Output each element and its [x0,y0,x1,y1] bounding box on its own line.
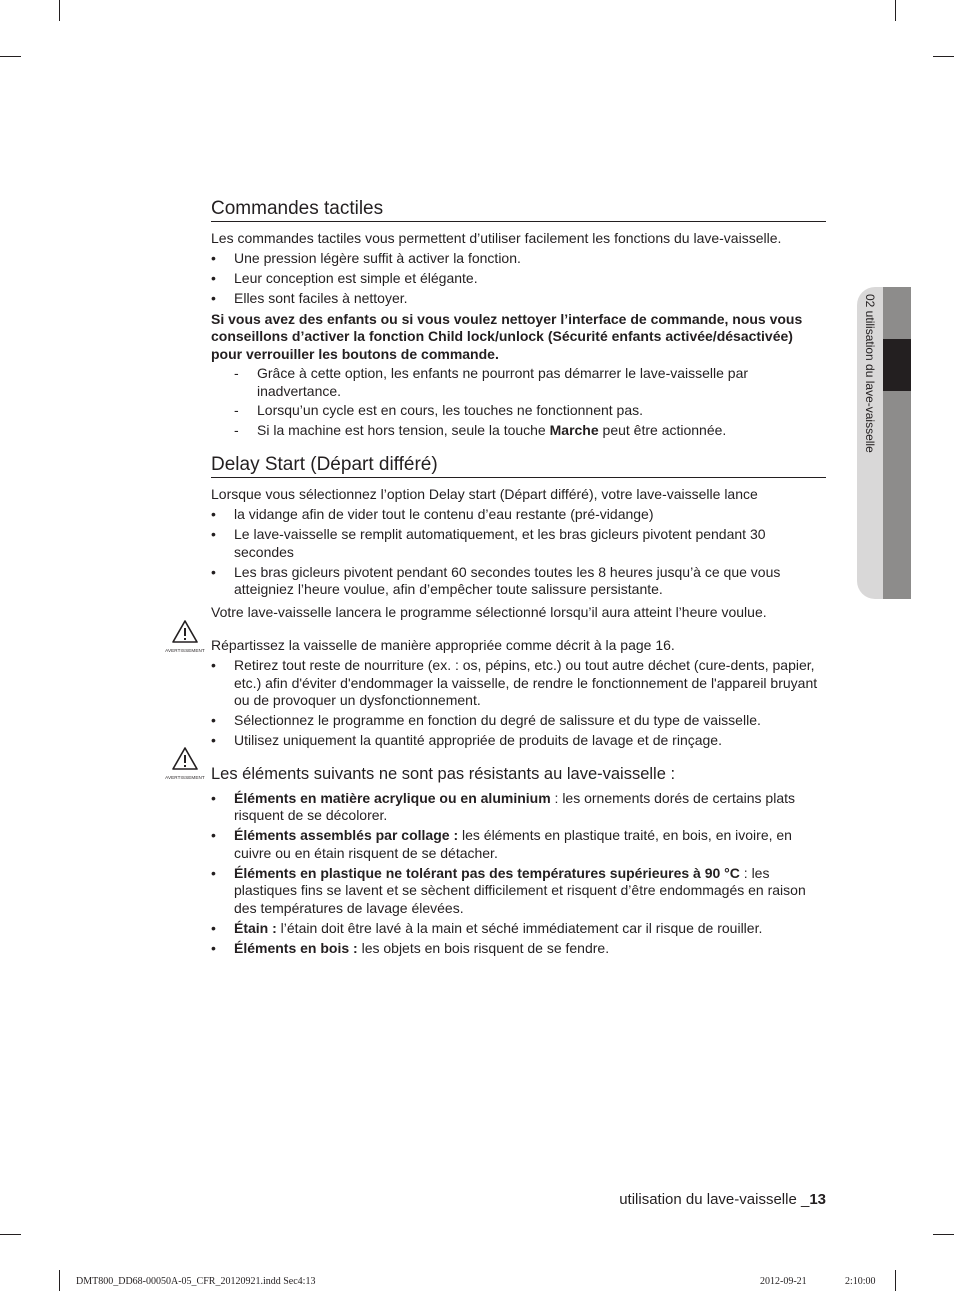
list-item: • Le lave-vaisselle se remplit automatiquement, et les bras gicleurs pivotent pendant 30 secondes [211,526,826,561]
warning-triangle-icon [163,620,207,644]
crop-mark [895,0,896,21]
crop-mark [0,56,21,57]
item-text: l’étain doit être lavé à la main et séché immédiatement car il risque de rouiller. [276,919,763,936]
warning-triangle-icon [163,747,207,771]
list-item: • Retirez tout reste de nourriture (ex. : os, pépins, etc.) ou tout autre déchet (cure-dents, papier, etc.) afin d'éviter d'endommager la vaisselle, de rendre le fonctionnement de l'appareil bruyant ou de provoquer un dysfonctionnement. [211,657,826,710]
section-title-delay-start: Delay Start (Départ différé) [211,453,826,478]
marche-key-label: Marche [549,421,599,438]
section-delay-start [211,453,826,621]
caution-block [165,637,826,750]
dash-list [211,365,826,439]
item-term: Étain : [234,919,277,936]
bullet-list [211,506,826,599]
list-item [211,790,826,825]
crop-mark [895,1270,896,1291]
section-intro: Les commandes tactiles vous permettent d’utiliser facilement les fonctions du lave-vaisselle. [211,230,782,246]
page-number: 13 [809,1191,826,1208]
list-item: • Elles sont faciles à nettoyer. [211,290,826,308]
list-item: • la vidange afin de vider tout le contenu d’eau restante (pré-vidange) [211,506,826,524]
text-run: Si la machine est hors tension, seule la touche [257,421,550,438]
text-run: peut être actionnée. [598,421,727,438]
warning-icon [163,620,207,652]
crop-mark [0,1234,21,1235]
item-text: les éléments en plastique traité, en bois, en ivoire, en cuivre ou en étain risquent de se détacher. [234,827,792,861]
list-item [234,422,826,440]
item-text: les objets en bois risquent de se fendre. [357,939,610,956]
list-item [211,865,826,918]
list-item: • Sélectionnez le programme en fonction du degré de salissure et du type de vaisselle. [211,712,826,730]
item-text: : les ornements dorés de certains plats risquent de se décolorer. [234,789,795,823]
item-term: Éléments en plastique ne tolérant pas des températures supérieures à 90 °C [234,864,740,881]
section-title-commandes-tactiles: Commandes tactiles [211,197,826,222]
list-item: • Une pression légère suffit à activer la fonction. [211,250,826,268]
caution-lead: Les éléments suivants ne sont pas résistants au lave-vaisselle : [211,764,676,783]
list-item [211,827,826,862]
list-item: • Leur conception est simple et élégante. [211,270,826,288]
list-item [211,940,826,958]
caution-block [165,764,826,958]
footer-label: utilisation du lave-vaisselle _ [619,1191,810,1208]
list-item: - Lorsqu’un cycle est en cours, les touches ne fonctionnent pas. [234,402,826,420]
section-intro: Lorsque vous sélectionnez l’option Delay start (Départ différé), votre lave-vaisselle lance [211,486,758,502]
print-slug-date: 2012-09-21 [760,1276,807,1287]
side-tab-label: 02 utilisation du lave-vaisselle [863,294,877,453]
warning-icon [163,747,207,779]
bullet-list [211,250,826,308]
print-slug-file: DMT800_DD68-00050A-05_CFR_20120921.indd Sec4:13 [76,1276,316,1287]
side-tab-marker [883,339,911,391]
item-term: Éléments en matière acrylique ou en aluminium [234,789,551,806]
page-content [165,197,826,957]
item-text: : les plastiques fins se lavent et se sèchent difficilement et risquent d’être endommagés en raison des températures de lavage élevées. [234,864,806,916]
crop-mark [933,1234,954,1235]
crop-mark [59,0,60,21]
print-slug-time: 2:10:00 [845,1276,876,1287]
bullet-list [211,657,826,750]
warning-icon-label: AVERTISSEMENT [165,774,205,780]
list-item: • Les bras gicleurs pivotent pendant 60 secondes toutes les 8 heures jusqu’à ce que vous atteigniez l’heure voulue, afin d’empêcher toute salissure persistante. [211,564,826,599]
crop-mark [59,1270,60,1291]
bullet-list [211,790,826,958]
warning-icon-label: AVERTISSEMENT [165,648,205,653]
caution-lead: Répartissez la vaisselle de manière appropriée comme décrit à la page 16. [211,637,675,653]
list-item: • Utilisez uniquement la quantité appropriée de produits de lavage et de rinçage. [211,732,826,750]
page-footer [619,1191,826,1209]
item-term: Éléments en bois : [234,939,358,956]
side-tab-bar [883,287,911,599]
child-lock-note: Si vous avez des enfants ou si vous voulez nettoyer l’interface de commande, nous vous conseillons d’activer la fonction Child lock/unlock (Sécurité enfants activée/désactivée) pour verrouiller les boutons de commande. [211,310,803,362]
closing-paragraph: Votre lave-vaisselle lancera le programme sélectionné lorsqu’il aura atteint l’heure voulue. [211,603,767,620]
list-item: - Grâce à cette option, les enfants ne pourront pas démarrer le lave-vaisselle par inadvertance. [234,365,826,400]
item-term: Éléments assemblés par collage : [234,827,459,843]
list-item [211,920,826,938]
crop-mark [933,56,954,57]
